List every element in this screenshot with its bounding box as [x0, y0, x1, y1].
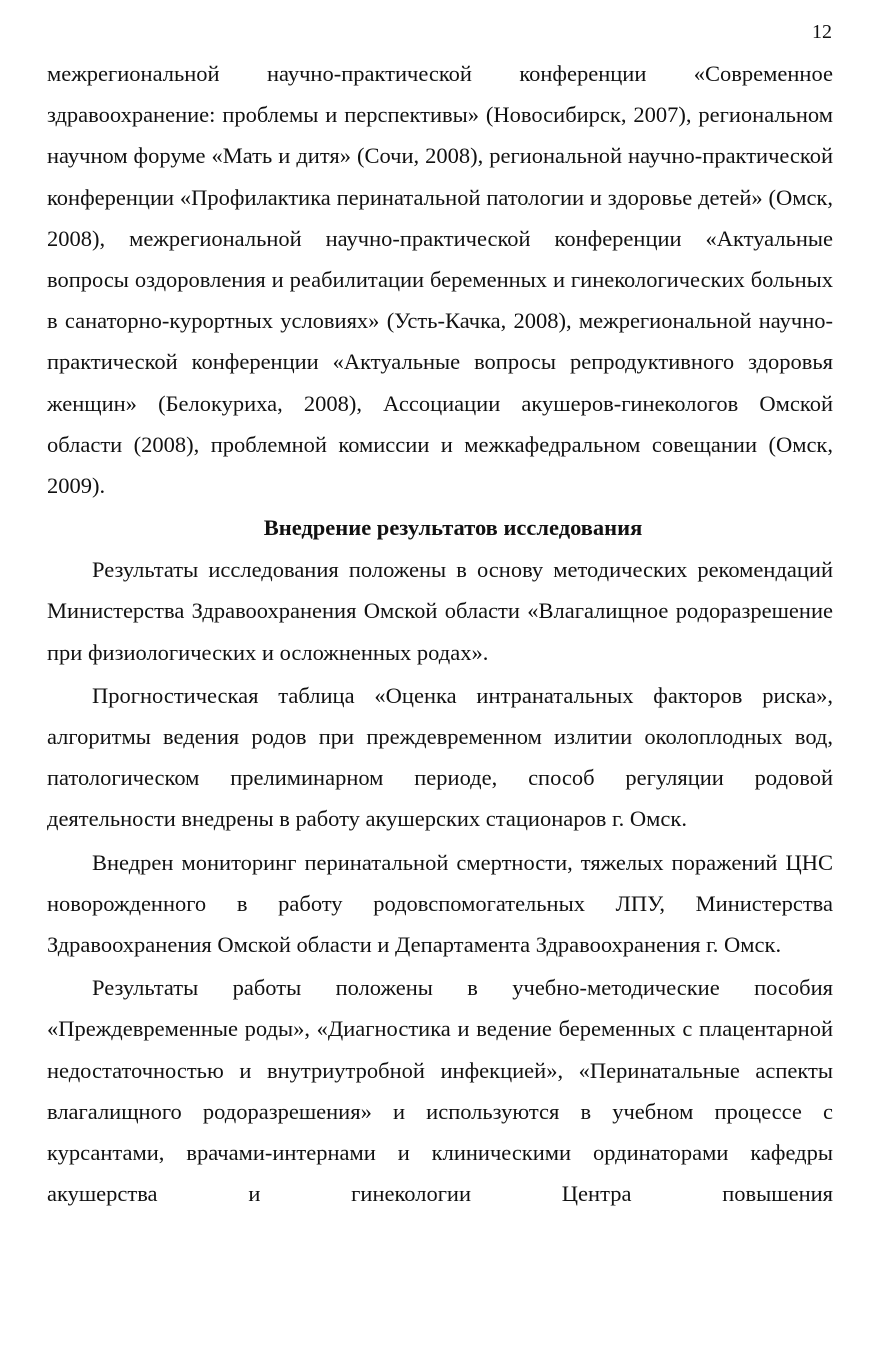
- paragraph-prognostic-table: Прогностическая таблица «Оценка интранатальных факторов риска», алгоритмы ведения родов при преждевременном излитии околоплодных вод, патологическом прелиминарном периоде, способ регуляции родовой деятельности внедрены в работу акушерских стационаров г. Омск.: [47, 682, 833, 832]
- paragraph-monitoring: Внедрен мониторинг перинатальной смертности, тяжелых поражений ЦНС новорожденного в работу родовспомогательных ЛПУ, Министерства Здравоохранения Омской области и Департамента Здравоохранения г. Омск.: [47, 849, 833, 958]
- document-body: [47, 53, 833, 1214]
- paragraph-teaching-materials: Результаты работы положены в учебно-методические пособия «Преждевременные роды», «Диагностика и ведение беременных с плацентарной недостаточностью и внутриутробной инфекцией», «Перинатальные аспекты влагалищного родоразрешения» и используются в учебном процессе с курсантами, врачами-интернами и клиническими ординаторами кафедры акушерства и гинекологии Центра повышения: [47, 975, 833, 1207]
- paragraph-conferences: межрегиональной научно-практической конференции «Современное здравоохранение: проблемы и перспективы» (Новосибирск, 2007), региональном научном форуме «Мать и дитя» (Сочи, 2008), региональной научно-практической конференции «Профилактика перинатальной патологии и здоровье детей» (Омск, 2008), межрегиональной научно-практической конференции «Актуальные вопросы оздоровления и реабилитации беременных и гинекологических больных в санаторно-курортных условиях» (Усть-Качка, 2008), межрегиональной научно-практической конференции «Актуальные вопросы репродуктивного здоровья женщин» (Белокуриха, 2008), Ассоциации акушеров-гинекологов Омской области (2008), проблемной комиссии и межкафедральном совещании (Омск, 2009).: [47, 61, 833, 499]
- section-heading: Внедрение результатов исследования: [263, 515, 643, 541]
- paragraph-implementation-recommendations: Результаты исследования положены в основу методических рекомендаций Министерства Здравоохранения Омской области «Влагалищное родоразрешение при физиологических и осложненных родах».: [47, 557, 833, 665]
- page-number: 12: [812, 21, 832, 43]
